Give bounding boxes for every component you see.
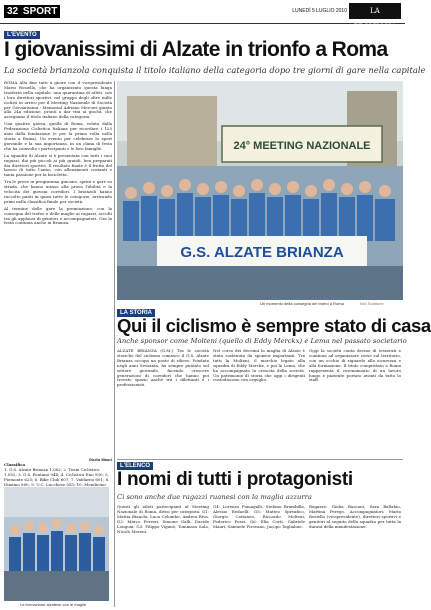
story1-paragraph: ROMA Alla fine tutti a gioire con il vicepresidente Mario Rosiello, che ha organizzato questa lunga trasferta nella capitale, una quarantina di atleti, con i loro direttori sportivi, nel gruppo degli oltre mille ciclisti in arrivo per il Meeting Nazionale di Società per Giovanissimi - Memorial Adriano Mercuri giunto alla 24a edizione, pronti a dar vita ai giochi, che assegnano il titolo italiano della categoria. — [4, 80, 112, 120]
story1-author: Giulio Mauri — [88, 457, 112, 462]
story3-subhead: Ci sono anche due ragazzi ruanesi con la maglia azzurra — [117, 493, 312, 501]
team-photo-illustration — [117, 81, 403, 300]
story1-kicker: L'EVENTO — [4, 31, 40, 39]
group-photo-caption: La formazione alzatese con le maglie — [20, 602, 87, 607]
shirt-text: G.S. ALZATE BRIANZA — [180, 244, 344, 261]
story3-column: Ragazze: Giulia Rusconi, Sara Ballabio, Martina Perego. Accompagnatori: Mario Rosiello (vicepresidente), direttori sportivi e genitori al seguito della squadra per tutta la durata della manifestazione. — [309, 504, 401, 529]
story3-kicker: L'ELENCO — [117, 462, 153, 470]
story3-headline: I nomi di tutti i protagonisti — [117, 469, 353, 490]
story1-headline: I giovanissimi di Alzate in trionfo a Roma — [4, 38, 388, 61]
story1-paragraph: La squadra di Alzate si è presentata con tutti i suoi ragazzi, dai più piccoli ai più grandi, ben preparati dai direttori sportivi. Il risultato finale è il frutto del lavoro di tutto l'anno, con allenamenti costanti e tanta passione per la bicicletta. — [4, 152, 112, 178]
results-box — [4, 457, 112, 487]
story1-paragraph: Al termine delle gare la premiazione, con la consegna del trofeo e delle maglie ai ragazzi, accolti tra gli applausi di genitori e accompagnatori. Ora la festa continua anche in Brianza. — [4, 205, 112, 226]
banner-text: 24° MEETING NAZIONALE — [233, 140, 371, 152]
team-photo-caption: Un momento della consegna del trofeo a Roma — [260, 301, 344, 306]
story2-headline: Qui il ciclismo è sempre stato di casa — [117, 315, 431, 336]
story2-column: Nel corso dei decenni la maglia di Alzate è stata sostenuta da sponsor importanti. Tra tutti la Molteni, il marchio legato alla squadra di Eddy Merckx, e poi la Lema, che ha accompagnato la crescita della società. Un patrimonio di storia che oggi i dirigenti custodiscono con orgoglio. — [213, 348, 305, 383]
column-divider — [114, 81, 115, 607]
story2-column: ALZATE BRIANZA (G.M.) Tra le società storiche del ciclismo comasco il G.S. Alzate Brianza occupa un posto di rilievo. Fondata negli anni Sessanta, ha sempre puntato sul settore giovanile, facendo crescere generazioni di corridori che hanno poi trovato spazio anche tra i dilettanti e i professionisti. — [117, 348, 209, 388]
results-list: 1. G.S. Alzate Brianza 1.082; 2. Team Ciclistico 1.052; 3. G.S. Pontano 944; 4. Ciclistica Eno 930; 5. Piemonte 625; 6. Bike Club 607; 7. Valdarno 601; 8. Dinamo 560; 9. U.C. Lucchese 555; 10. Mendicino — [4, 466, 110, 487]
story2-column: Oggi la società conta decine di tesserati e continua ad organizzare corse sul territorio, con un occhio di riguardo alla sicurezza e alla formazione. Il titolo conquistato a Roma rappresenta il coronamento di un lavoro lungo e paziente portato avanti da tutto lo staff. — [309, 348, 401, 383]
page-number: 32 — [7, 6, 19, 17]
masthead-logo: LA PROVINCIA — [349, 3, 401, 19]
story1-subhead: La società brianzola conquista il titolo italiano della categoria dopo tre giorni di gare nella capitale — [4, 65, 426, 75]
story2-kicker: LA STORIA — [117, 309, 155, 317]
page-header — [0, 0, 405, 31]
story2-subhead: Anche sponsor come Molteni (quello di Eddy Merckx) e Lema nel passato societario — [117, 337, 407, 345]
section-divider — [117, 459, 403, 460]
story1-paragraph: Tra le prove in programma gincane, sprint e gare su strada, che hanno messo alla prova l'abilità e la velocità dei giovani corridori. I brianzoli hanno raccolto punti in quasi tutte le categorie, arrivando primi nella classifica finale per società. — [4, 179, 112, 204]
group-photo-illustration — [4, 487, 109, 601]
page-number-badge — [4, 5, 60, 18]
team-photo — [117, 81, 403, 300]
story3-column: G4: Lorenzo Fumagalli, Stefano Brambilla, Alessio Redaelli. G5: Matteo Spreafico, Giorgio Cattaneo, Riccardo Molteni, Federico Pozzi. G6: Elia Corti, Gabriele Mauri, Samuele Pirovano, Jacopo Tagliabue. — [213, 504, 305, 529]
group-photo — [4, 487, 109, 601]
story1-paragraph: Una quattro giorni, quella di Roma, voluta dalla Federazione Ciclistica Italiana per ricordare i 125 anni dalla fondazione (e per la prima volta nella storia a Roma). Un evento per celebrare lo sport giovanile e la sua importanza, in un clima di festa che ha coinvolto i partecipanti e le loro famiglie. — [4, 121, 112, 151]
story1-body — [4, 81, 112, 458]
results-title: Classifica — [4, 461, 26, 467]
section-name: SPORT — [22, 6, 58, 17]
team-photo-credit: foto Scattone — [360, 301, 384, 306]
issue-date: LUNEDÌ 5 LUGLIO 2010 — [292, 8, 347, 14]
story3-column: Questi gli atleti partecipanti al Meeting Nazionale di Roma, divisi per categoria. G1: Mattia Bianchi, Luca Colombo, Andrea Riva. G2: Marco Ferrari, Simone Galli, Davide Longoni. G3: Filippo Viganò, Tommaso Sala, Nicolò Meroni. — [117, 504, 209, 534]
